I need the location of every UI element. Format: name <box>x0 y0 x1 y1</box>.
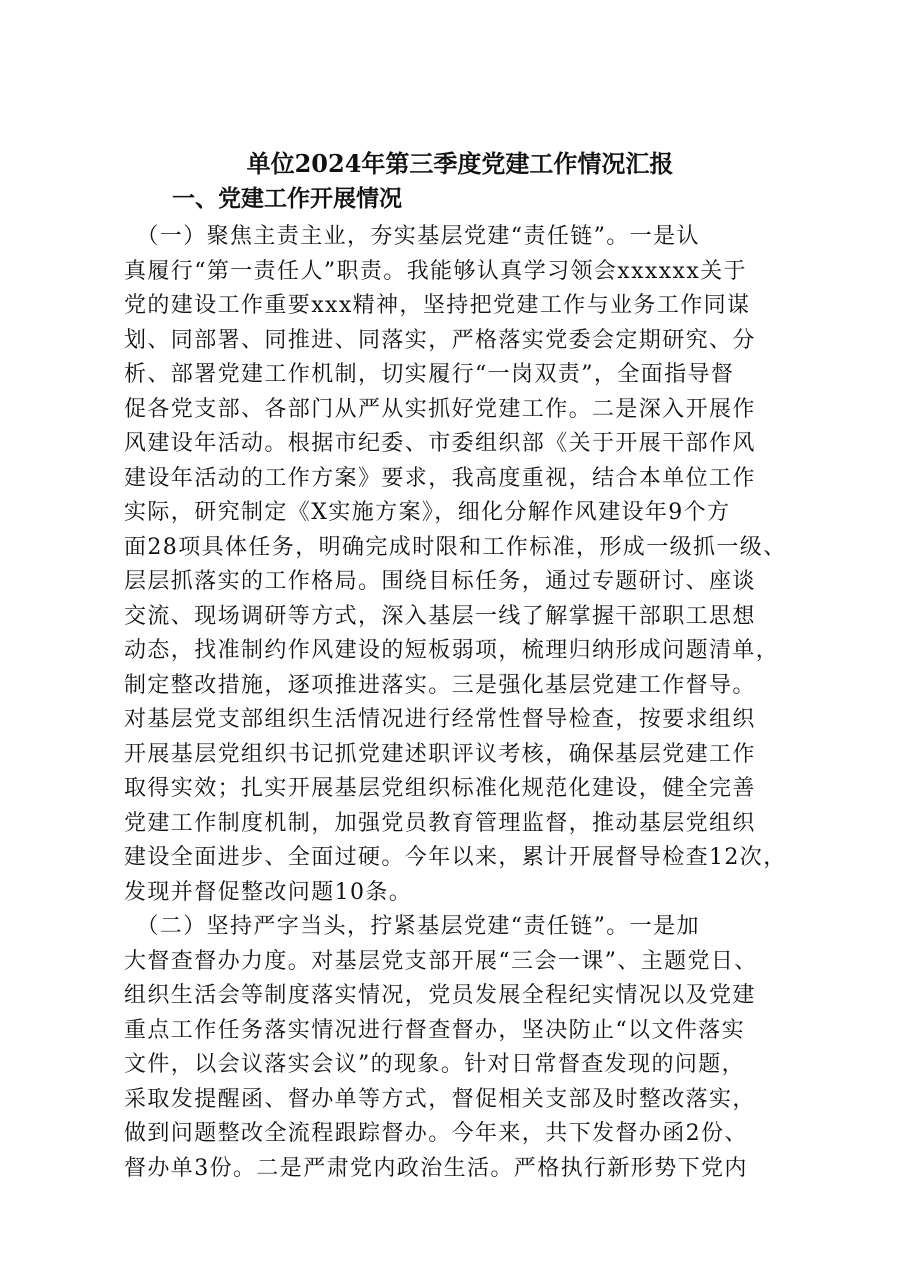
body-line: 取得实效；扎实开展基层党组织标准化规范化建设，健全完善 <box>124 776 756 801</box>
body-line: 做到问题整改全流程跟踪督办。今年来，共下发督办函2份、 <box>124 1121 748 1146</box>
body-line: 发现并督促整改问题10条。 <box>124 879 413 905</box>
body-line: 真履行“第一责任人”职责。我能够认真学习领会xxxxxx关于 <box>124 258 747 284</box>
body-line: 制定整改措施，逐项推进落实。三是强化基层党建工作督导。 <box>124 672 756 698</box>
body-line: 层层抓落实的工作格局。围绕目标任务，通过专题研讨、座谈 <box>124 569 756 594</box>
body-line: 党的建设工作重要xxx精神，坚持把党建工作与业务工作同谋 <box>124 293 751 318</box>
body-line: 组织生活会等制度落实情况，党员发展全程纪实情况以及党建 <box>124 983 756 1008</box>
body-line: 开展基层党组织书记抓党建述职评议考核，确保基层党建工作 <box>124 741 756 767</box>
body-line: 面28项具体任务，明确完成时限和工作标准，形成一级抓一级、 <box>124 534 787 560</box>
body-line: 大督查督办力度。对基层党支部开展“三会一课”、主题党日、 <box>124 948 758 974</box>
body-line: 实际，研究制定《X实施方案》，细化分解作风建设年9个方 <box>124 500 731 525</box>
body-paragraphs <box>124 220 814 1186</box>
body-line: 促各党支部、各部门从严从实抓好党建工作。二是深入开展作 <box>124 396 756 422</box>
body-line: 文件，以会议落实会议”的现象。针对日常督查发现的问题， <box>124 1052 746 1077</box>
body-line: 划、同部署、同推进、同落实，严格落实党委会定期研究、分 <box>124 327 756 353</box>
body-line: 采取发提醒函、督办单等方式，督促相关支部及时整改落实， <box>124 1086 756 1112</box>
body-line: 重点工作任务落实情况进行督查督办，坚决防止“以文件落实 <box>124 1017 746 1043</box>
body-line: 党建工作制度机制，加强党员教育管理监督，推动基层党组织 <box>124 810 756 836</box>
body-line: 对基层党支部组织生活情况进行经常性督导检查，按要求组织 <box>124 707 756 732</box>
body-line: （一）聚焦主责主业，夯实基层党建“责任链”。一是认 <box>124 224 700 249</box>
body-line: 建设全面进步、全面过硬。今年以来，累计开展督导检查12次， <box>124 845 787 870</box>
body-line: 风建设年活动。根据市纪委、市委组织部《关于开展干部作风 <box>124 431 756 456</box>
body-line: 动态，找准制约作风建设的短板弱项，梳理归纳形成问题清单， <box>124 638 780 663</box>
section-heading: 一、党建工作开展情况 <box>172 186 402 212</box>
document-title: 单位2024年第三季度党建工作情况汇报 <box>246 149 674 178</box>
body-line: 交流、现场调研等方式，深入基层一线了解掌握干部职工思想 <box>124 603 756 629</box>
body-line: 建设年活动的工作方案》要求，我高度重视，结合本单位工作 <box>124 465 756 491</box>
body-line: 督办单3份。二是严肃党内政治生活。严格执行新形势下党内 <box>124 1155 748 1181</box>
body-line: （二）坚持严字当头，拧紧基层党建“责任链”。一是加 <box>124 914 700 939</box>
body-line: 析、部署党建工作机制，切实履行“一岗双责”，全面指导督 <box>124 362 735 387</box>
